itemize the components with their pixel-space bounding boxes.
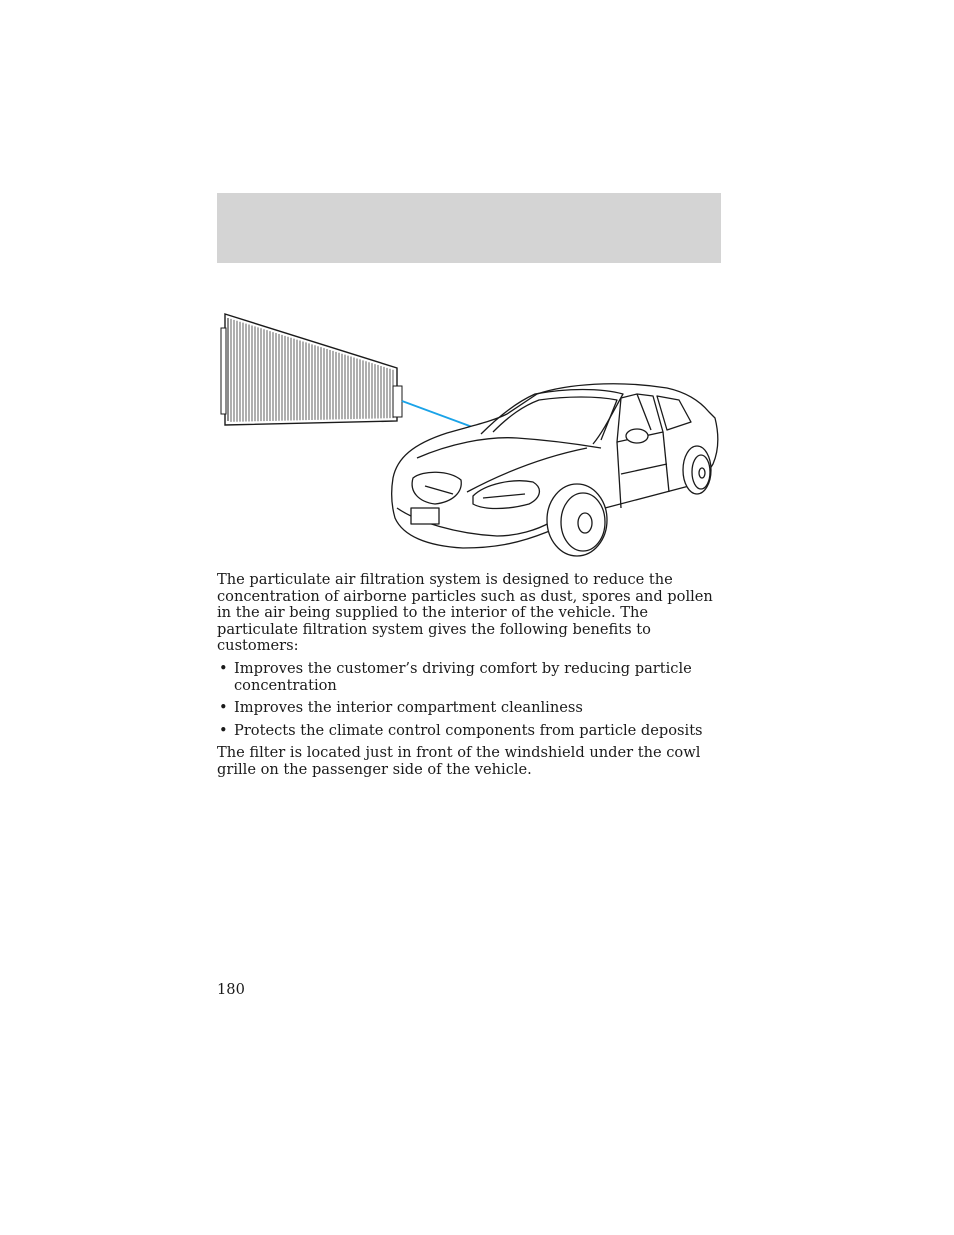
list-item — [217, 700, 723, 717]
bullet-icon: • — [219, 721, 228, 739]
bullet-icon: • — [219, 659, 228, 677]
page-number: 180 — [217, 981, 245, 998]
location-paragraph: The filter is located just in front of the windshield under the cowl grille on the passenger side of the vehicle. — [217, 744, 701, 778]
filtration-description — [217, 572, 723, 785]
section-header-band — [217, 193, 721, 263]
list-item-text: Improves the customer’s driving comfort by reducing particle concentration — [234, 659, 692, 694]
list-item-text: Improves the interior compartment cleanliness — [234, 699, 583, 717]
list-item — [217, 723, 723, 740]
list-item-text: Protects the climate control components from particle deposits — [234, 721, 703, 739]
cabin-filter-illustration — [217, 308, 721, 562]
bullet-icon: • — [219, 699, 228, 717]
benefits-list — [217, 661, 723, 739]
car-icon — [392, 384, 718, 556]
list-item — [217, 661, 723, 694]
intro-paragraph: The particulate air filtration system is designed to reduce the concentration of airborne particles such as dust, spores and pollen in the air being supplied to the interior of the vehicle. The particulate filtration system gives the following benefits to customers: — [217, 571, 713, 655]
air-filter-icon — [221, 314, 402, 425]
